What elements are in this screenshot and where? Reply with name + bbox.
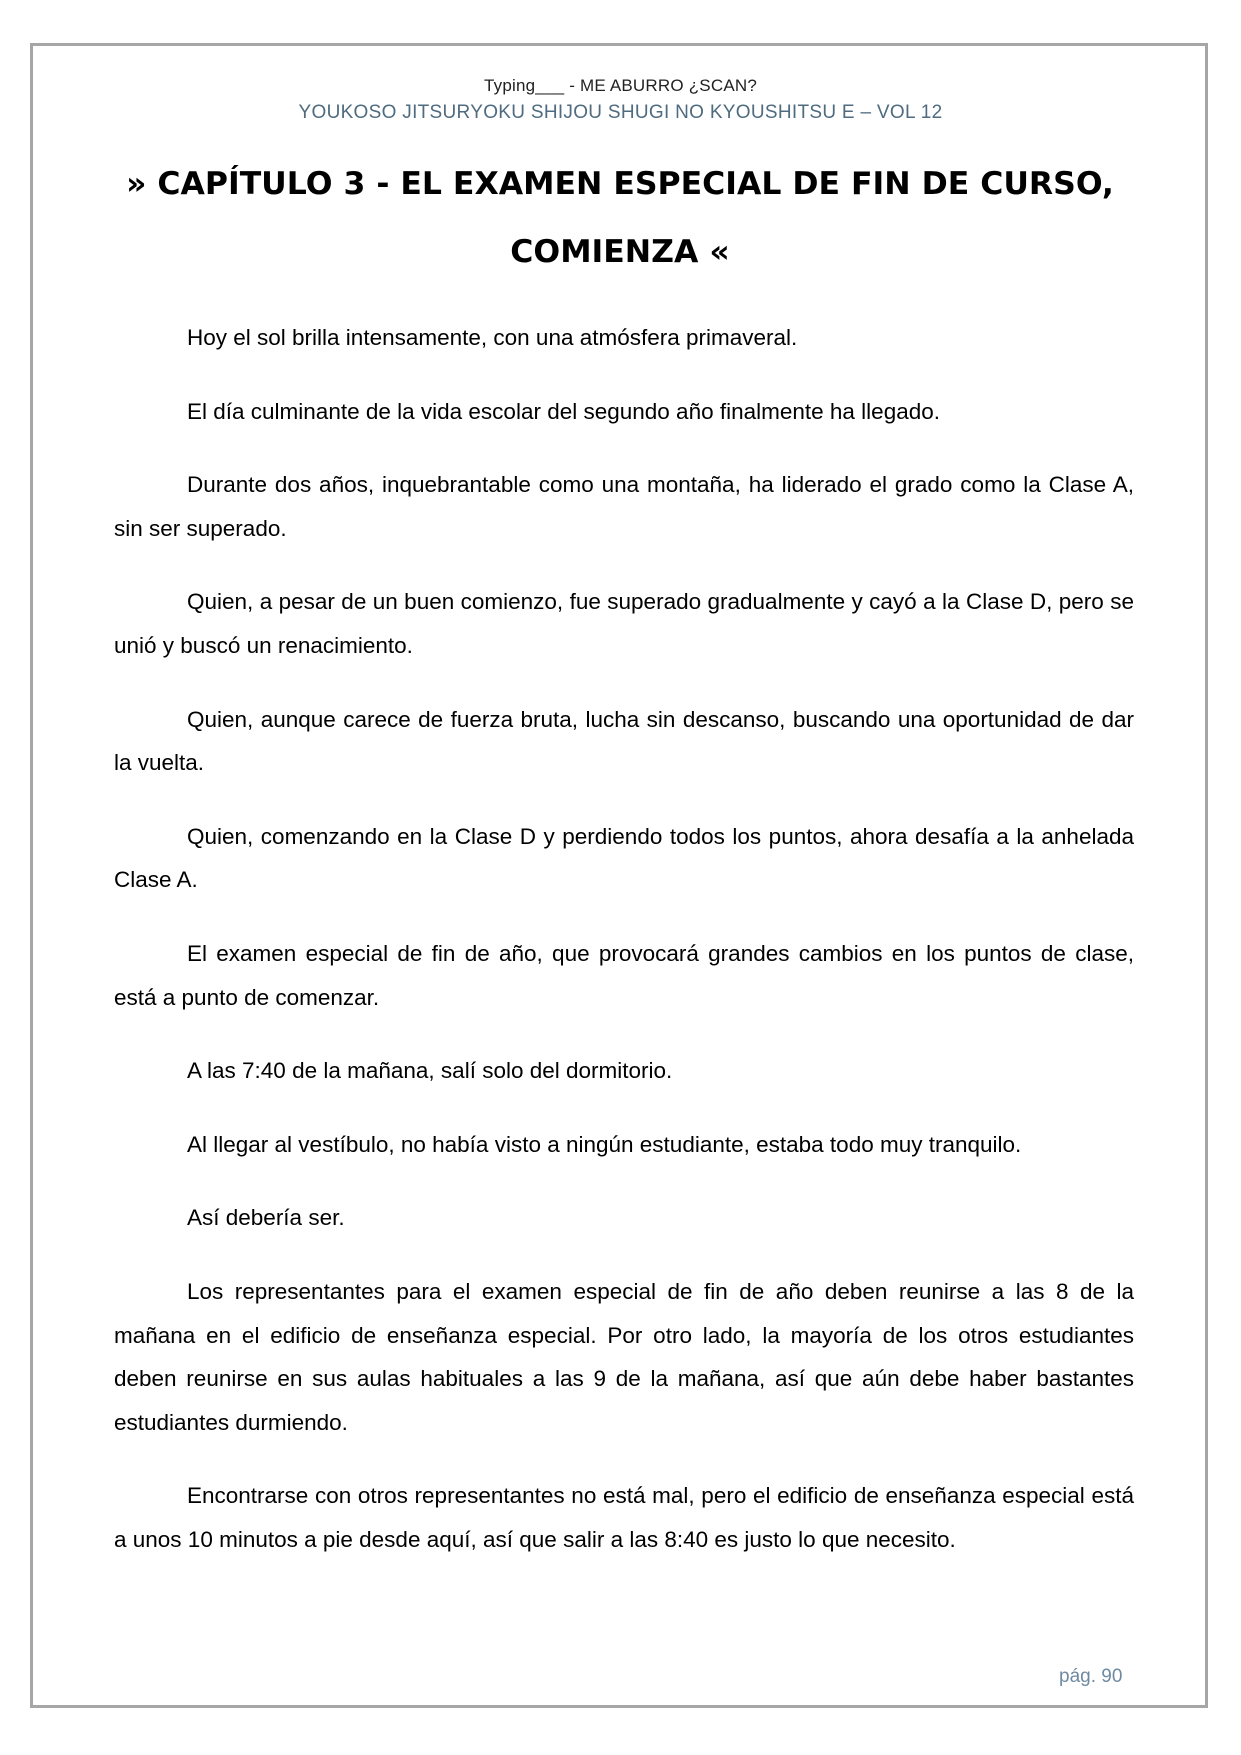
paragraph: Hoy el sol brilla intensamente, con una atmósfera primaveral. <box>187 325 798 350</box>
paragraph: El examen especial de fin de año, que provocará grandes cambios en los puntos de clase, está a punto de comenzar. <box>114 940 1134 1010</box>
chapter-body <box>114 316 1134 1591</box>
paragraph: Así debería ser. <box>187 1205 345 1231</box>
paragraph: A las 7:40 de la mañana, salí solo del dormitorio. <box>187 1058 673 1084</box>
paragraph: Encontrarse con otros representantes no está mal, pero el edificio de enseñanza especial está a unos 10 minutos a pie desde aquí, así que salir a las 8:40 es justo lo que necesito. <box>114 1483 1134 1552</box>
header-book-title: YOUKOSO JITSURYOKU SHIJOU SHUGI NO KYOUSHITSU E – VOL 12 <box>298 102 943 123</box>
paragraph: Quien, aunque carece de fuerza bruta, lucha sin descanso, buscando una oportunidad de dar la vuelta. <box>114 706 1134 776</box>
page-number: pág. 90 <box>1059 1666 1123 1687</box>
paragraph: Durante dos años, inquebrantable como una montaña, ha liderado el grado como la Clase A, sin ser superado. <box>114 472 1134 541</box>
paragraph: El día culminante de la vida escolar del segundo año finalmente ha llegado. <box>187 398 941 424</box>
chapter-title-line-2: COMIENZA « <box>510 234 730 270</box>
paragraph: Quien, comenzando en la Clase D y perdiendo todos los puntos, ahora desafía a la anhelada Clase A. <box>114 823 1134 893</box>
paragraph: Al llegar al vestíbulo, no había visto a ningún estudiante, estaba todo muy tranquilo. <box>187 1131 1022 1157</box>
header-credit: Typing___ - ME ABURRO ¿SCAN? <box>484 76 757 95</box>
paragraph: Quien, a pesar de un buen comienzo, fue superado gradualmente y cayó a la Clase D, pero se unió y buscó un renacimiento. <box>114 589 1134 658</box>
paragraph: Los representantes para el examen especial de fin de año deben reunirse a las 8 de la mañana en el edificio de enseñanza especial. Por otro lado, la mayoría de los otros estudiantes deben reunirse en sus aulas habituales a las 9 de la mañana, así que aún debe haber bastantes estudiantes durmiendo. <box>114 1278 1134 1435</box>
chapter-title-line-1: » CAPÍTULO 3 - EL EXAMEN ESPECIAL DE FIN DE CURSO, <box>126 166 1114 202</box>
chapter-title <box>110 150 1130 286</box>
